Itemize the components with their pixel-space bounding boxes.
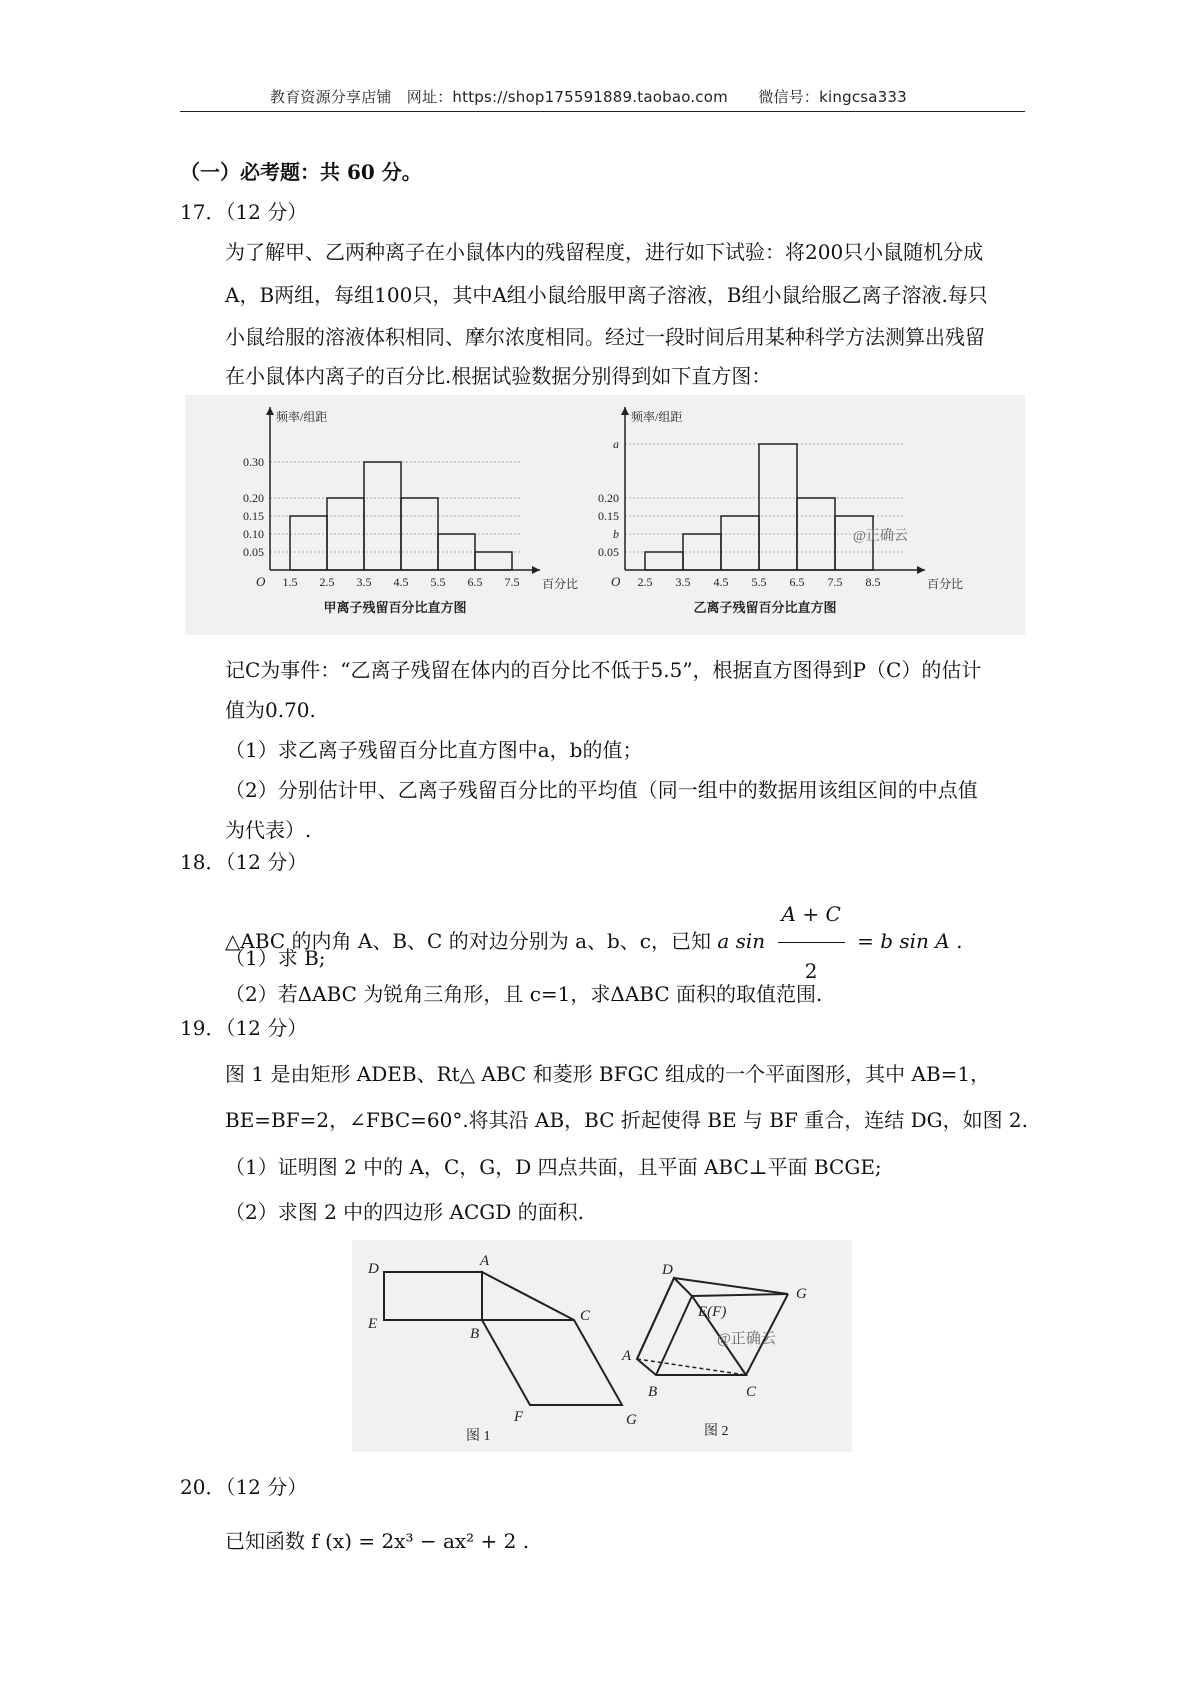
x-axis-arrow <box>917 566 925 574</box>
q19-number: 19．（12 分） <box>180 1016 308 1040</box>
histogram-svg <box>185 395 1025 635</box>
fig1-label-b: B <box>470 1326 480 1342</box>
x-tick-label: 3.5 <box>675 575 691 589</box>
x-tick-label: 4.5 <box>393 575 409 589</box>
x-tick-label: 3.5 <box>356 575 372 589</box>
fig2-label-d: D <box>662 1262 673 1278</box>
chart-watermark: @正确云 <box>853 529 908 544</box>
histogram-bar <box>759 444 797 570</box>
q17-part-2-cont: 为代表）. <box>225 818 312 842</box>
y-tick-label: 0.15 <box>243 509 264 523</box>
solid-outline-left <box>637 1278 746 1375</box>
q17-after-2: 值为0.70. <box>225 698 316 722</box>
y-tick-label: a <box>613 437 619 451</box>
histogram-figure <box>185 395 1025 635</box>
q17-part-1: （1）求乙离子残留百分比直方图中a，b的值； <box>225 738 643 762</box>
fig2-watermark: @正确云 <box>717 1331 776 1347</box>
histogram-bar <box>290 516 327 570</box>
q20-number: 20．（12 分） <box>180 1475 308 1499</box>
figure-2 <box>637 1278 788 1375</box>
geometry-svg <box>352 1240 852 1452</box>
x-tick-label: 2.5 <box>319 575 335 589</box>
header-rule <box>180 111 1025 112</box>
q18-stem-text: △ABC 的内角 A、B、C 的对边分别为 a、b、c，已知 <box>225 929 711 953</box>
q17-number: 17．（12 分） <box>180 200 308 224</box>
x-tick-label: 7.5 <box>504 575 520 589</box>
q18-part-1: （1）求 B; <box>225 946 326 970</box>
x-tick-label: 8.5 <box>865 575 881 589</box>
y-axis-arrow <box>266 407 274 415</box>
y-tick-label: 0.05 <box>598 545 619 559</box>
chart-title: 乙离子残留百分比直方图 <box>693 600 837 615</box>
q17-intro-2: A，B两组，每组100只，其中A组小鼠给服甲离子溶液，B组小鼠给服乙离子溶液.每只 <box>225 283 988 307</box>
q19-line-1: 图 1 是由矩形 ADEB、Rt△ ABC 和菱形 BFGC 组成的一个平面图形，其中 AB=1， <box>225 1062 991 1086</box>
q18-rhs: = b sin A . <box>857 929 963 953</box>
q19-line-3: （1）证明图 2 中的 A，C，G，D 四点共面，且平面 ABC⊥平面 BCGE; <box>225 1155 882 1179</box>
histogram-bar <box>721 516 759 570</box>
x-tick-label: 6.5 <box>467 575 483 589</box>
y-tick-label: 0.10 <box>243 527 264 541</box>
chart-jia <box>243 407 578 615</box>
y-tick-label: 0.20 <box>243 491 264 505</box>
fig2-label-a: A <box>622 1348 632 1364</box>
fig1-label-g: G <box>626 1412 637 1428</box>
y-tick-label: 0.30 <box>243 455 264 469</box>
x-tick-label: 4.5 <box>713 575 729 589</box>
q19-line-2: BE=BF=2，∠FBC=60°.将其沿 AB，BC 折起使得 BE 与 BF 重合，连结 DG，如图 2. <box>225 1108 1029 1132</box>
y-axis-label: 频率/组距 <box>631 410 683 424</box>
x-tick-label: 7.5 <box>827 575 843 589</box>
fig1-label-d: D <box>368 1261 379 1277</box>
fig1-label-f: F <box>514 1409 524 1425</box>
fig2-label-c: C <box>746 1384 757 1400</box>
origin-label: O <box>611 574 621 589</box>
q18-frac-den: 2 <box>804 959 818 983</box>
fig2-label-b: B <box>648 1384 658 1400</box>
rectangle-adeb <box>384 1272 482 1320</box>
x-tick-label: 2.5 <box>637 575 653 589</box>
chart-yi <box>598 407 963 615</box>
q18-part-2: （2）若ΔABC 为锐角三角形，且 c=1，求ΔABC 面积的取值范围. <box>225 982 823 1006</box>
q17-intro-3: 小鼠给服的溶液体积相同、摩尔浓度相同。经过一段时间后用某种科学方法测算出残留 <box>225 325 985 349</box>
x-axis-label: 百分比 <box>927 577 964 591</box>
fig1-caption: 图 1 <box>466 1429 491 1444</box>
fig2-label-g: G <box>796 1286 807 1302</box>
q19-line-4: （2）求图 2 中的四边形 ACGD 的面积. <box>225 1200 584 1224</box>
histogram-bar <box>475 552 512 570</box>
triangle-abc <box>482 1272 574 1320</box>
x-axis-arrow <box>532 566 540 574</box>
geometry-figure <box>352 1240 852 1452</box>
figure-1-labels <box>367 1253 637 1428</box>
fig1-label-a: A <box>480 1253 490 1269</box>
origin-label: O <box>256 574 266 589</box>
y-axis-arrow <box>621 407 629 415</box>
x-tick-label: 5.5 <box>751 575 767 589</box>
fig1-label-c: C <box>580 1308 591 1324</box>
y-axis-label: 频率/组距 <box>276 410 328 424</box>
section-title: （一）必考题：共 60 分。 <box>180 160 422 184</box>
q17-intro-1: 为了解甲、乙两种离子在小鼠体内的残留程度，进行如下试验：将200只小鼠随机分成 <box>225 240 984 264</box>
q17-intro-4: 在小鼠体内离子的百分比.根据试验数据分别得到如下直方图： <box>225 364 772 388</box>
page-header: 教育资源分享店铺 网址：https://shop175591889.taobao.com 微信号：kingcsa333 <box>270 88 907 106</box>
histogram-bar <box>645 552 683 570</box>
q17-part-2: （2）分别估计甲、乙离子残留百分比的平均值（同一组中的数据用该组区间的中点值 <box>225 778 978 802</box>
q18-frac-num: A + C <box>778 886 845 943</box>
rhombus-bfgc <box>482 1320 622 1405</box>
edge-dg <box>674 1278 788 1294</box>
y-tick-label: b <box>613 527 619 541</box>
x-tick-label: 6.5 <box>789 575 805 589</box>
q20-stem: 已知函数 f (x) = 2x³ − ax² + 2 . <box>225 1529 530 1553</box>
fig2-caption: 图 2 <box>704 1424 729 1439</box>
x-tick-label: 5.5 <box>430 575 446 589</box>
y-tick-label: 0.20 <box>598 491 619 505</box>
chart-title: 甲离子残留百分比直方图 <box>323 600 467 615</box>
x-tick-label: 1.5 <box>282 575 298 589</box>
q17-after-1: 记C为事件：“乙离子残留在体内的百分比不低于5.5”，根据直方图得到P（C）的估计 <box>225 658 982 682</box>
fig2-label-ef: E(F) <box>698 1304 727 1320</box>
y-tick-label: 0.15 <box>598 509 619 523</box>
q18-number: 18．（12 分） <box>180 850 308 874</box>
x-axis-label: 百分比 <box>542 577 579 591</box>
fig1-label-e: E <box>368 1316 378 1332</box>
y-tick-label: 0.05 <box>243 545 264 559</box>
figure-1 <box>384 1272 622 1405</box>
q18-lhs: a sin <box>717 929 766 953</box>
edge-eg <box>692 1294 788 1296</box>
